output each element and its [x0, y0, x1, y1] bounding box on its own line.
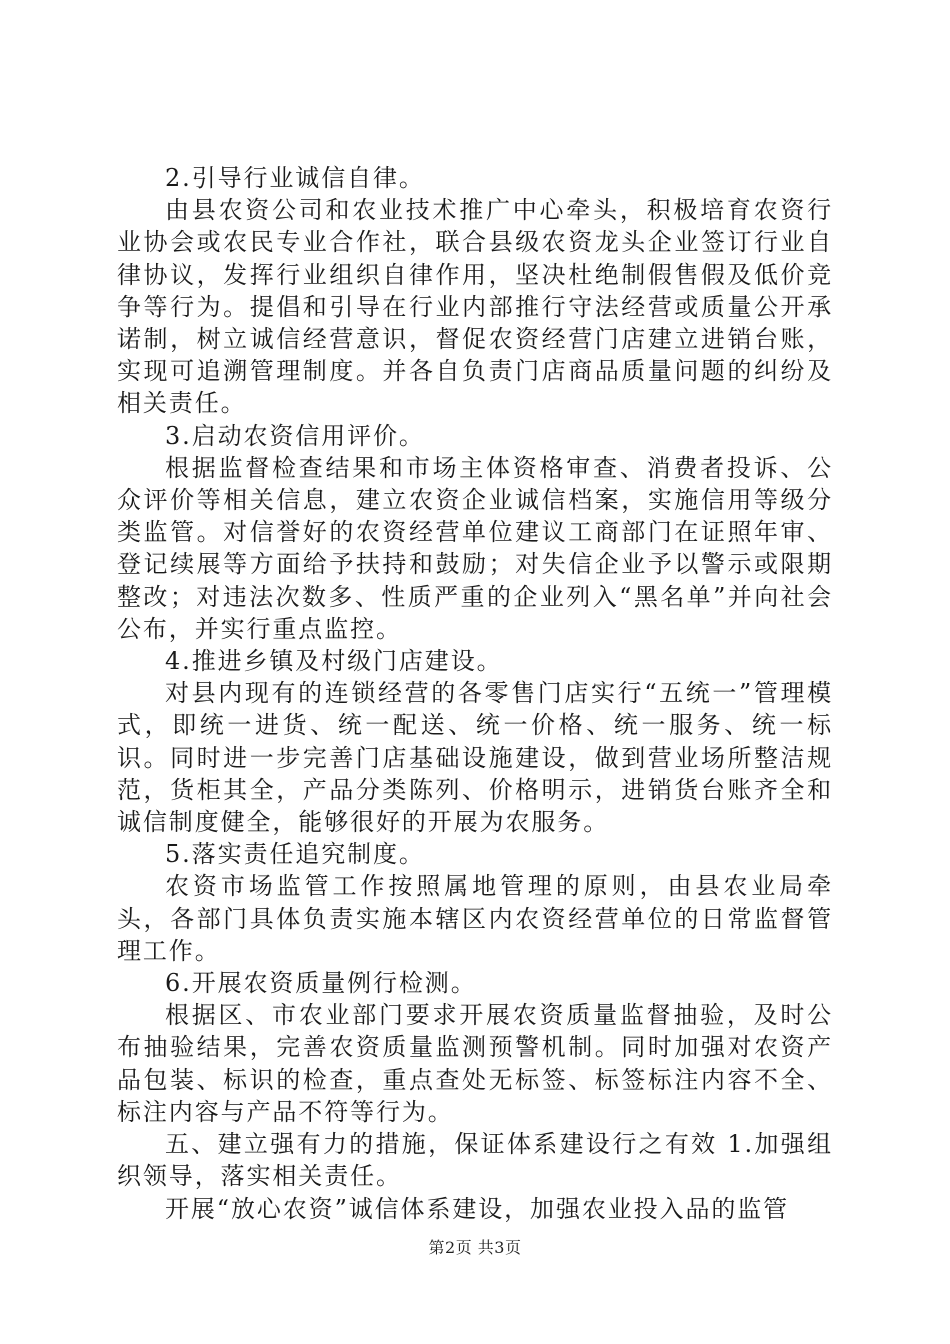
section-heading-3: 3.启动农资信用评价。: [165, 421, 425, 450]
section-heading-2: 2.引导行业诚信自律。: [165, 164, 425, 192]
paragraph-credit-evaluation: 根据监督检查结果和市场主体资格审查、消费者投诉、公众评价等相关信息，建立农资企业诚信档案，实施信用等级分类监管。对信誉好的农资经营单位建议工商部门在证照年审、登记续展等方面给予扶持和鼓励；对失信企业予以警示或限期整改；对违法次数多、性质严重的企业列入“黑名单”并向社会公布，并实行重点监控。: [117, 453, 833, 643]
paragraph-measures: 五、建立强有力的措施，保证体系建设行之有效 1.加强组织领导，落实相关责任。: [117, 1130, 833, 1191]
document-body: [117, 162, 833, 1225]
section-heading-4: 4.推进乡镇及村级门店建设。: [165, 647, 503, 676]
page-number-footer: 第2页 共3页: [428, 1238, 522, 1257]
paragraph-store-construction: 对县内现有的连锁经营的各零售门店实行“五统一”管理模式，即统一进货、统一配送、统一价格、统一服务、统一标识。同时进一步完善门店基础设施建设，做到营业场所整洁规范，货柜其全，产品分类陈列、价格明示，进销货台账齐全和诚信制度健全，能够很好的开展为农服务。: [117, 679, 833, 837]
paragraph-responsibility: 农资市场监管工作按照属地管理的原则，由县农业局牵头，各部门具体负责实施本辖区内农资经营单位的日常监督管理工作。: [117, 872, 833, 965]
paragraph-quality-testing: 根据区、市农业部门要求开展农资质量监督抽验，及时公布抽验结果，完善农资质量监测预警机制。同时加强对农资产品包装、标识的检查，重点查处无标签、标签标注内容不全、标注内容与产品不符等行为。: [117, 1001, 833, 1126]
section-heading-6: 6.开展农资质量例行检测。: [165, 969, 477, 998]
paragraph-industry-self-discipline: 由县农资公司和农业技术推广中心牵头，积极培育农资行业协会或农民专业合作社，联合县级农资龙头企业签订行业自律协议，发挥行业组织自律作用，坚决杜绝制假售假及低价竞争等行为。提倡和引导在行业内部推行守法经营或质量公开承诺制，树立诚信经营意识，督促农资经营门店建立进销台账，实现可追溯管理制度。并各自负责门店商品质量问题的纠纷及相关责任。: [117, 196, 833, 418]
paragraph-closing: 开展“放心农资”诚信体系建设，加强农业投入品的监管: [165, 1194, 790, 1223]
section-heading-5: 5.落实责任追究制度。: [165, 840, 425, 869]
